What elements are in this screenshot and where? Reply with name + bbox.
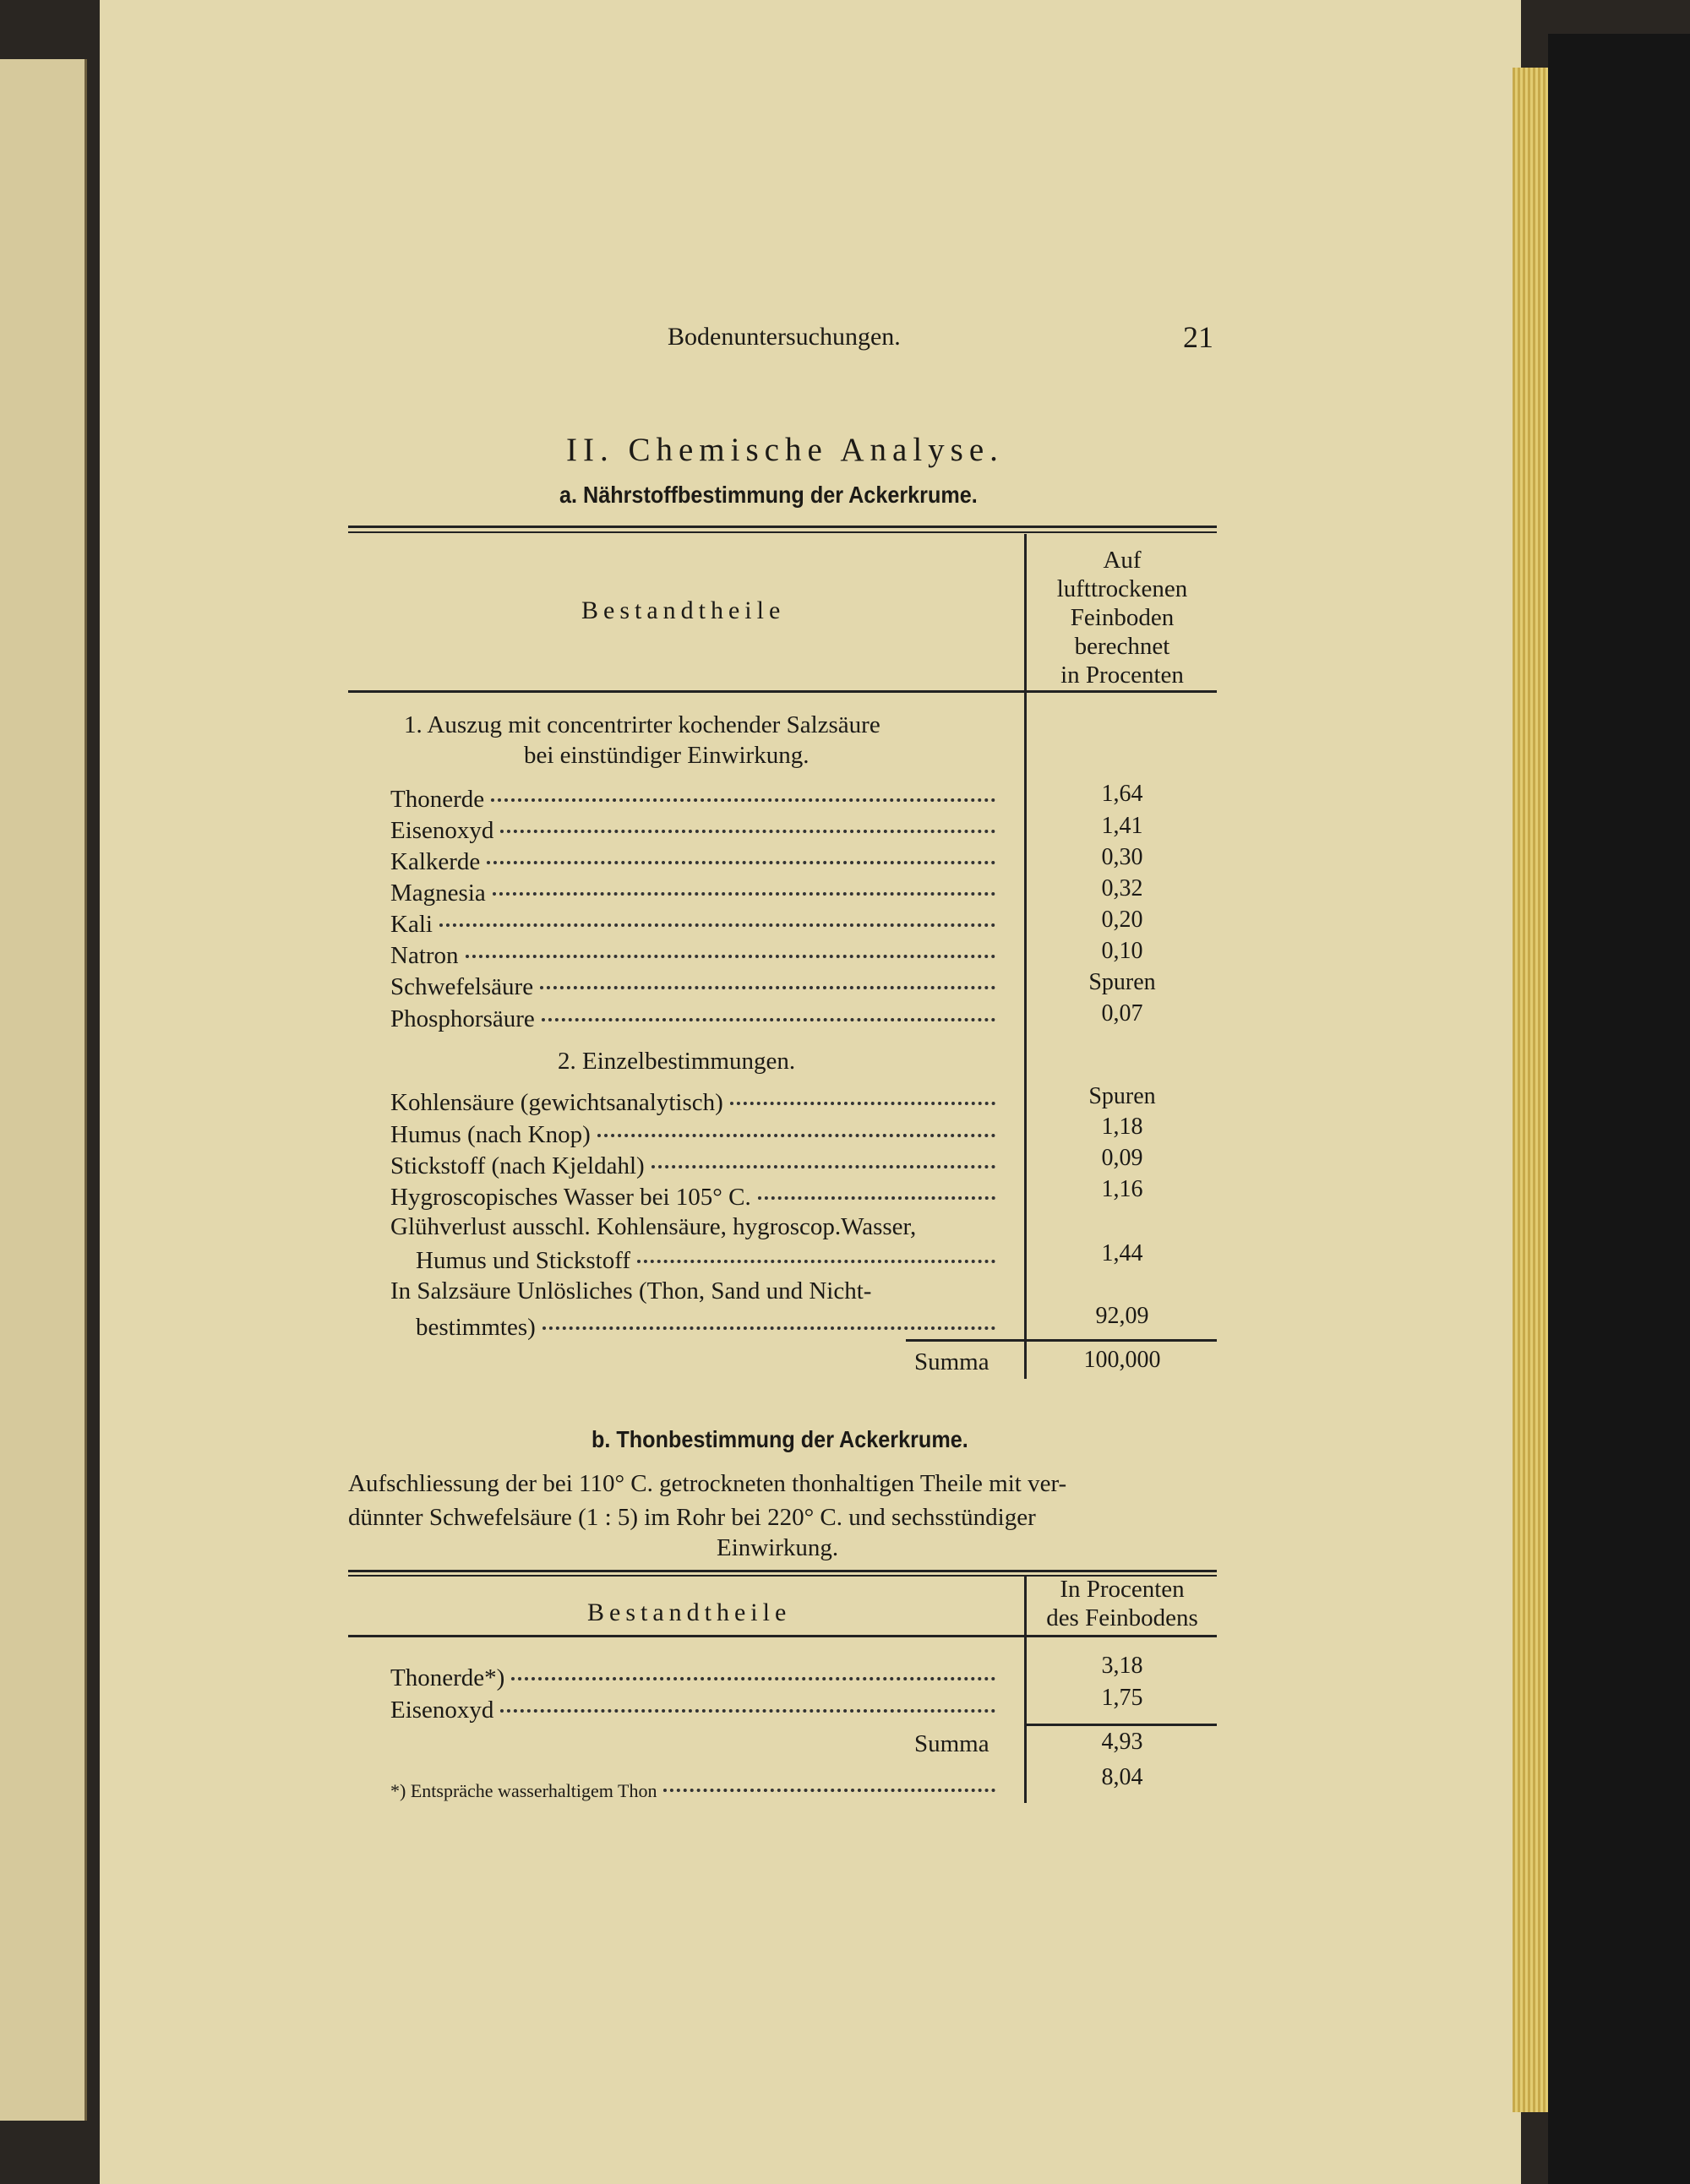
section-b-intro-line2: dünnter Schwefelsäure (1 : 5) im Rohr bei 220° C. und sechsstündiger	[348, 1504, 1036, 1531]
table-b-header-left: Bestandtheile	[587, 1599, 792, 1626]
table-b-summa-label: Summa	[914, 1730, 989, 1757]
table-b-summa-value: 4,93	[1101, 1729, 1143, 1755]
table-row: Humus und Stickstoff	[416, 1245, 999, 1276]
table-row: Phosphorsäure	[390, 1004, 999, 1034]
table-a-header-rule	[348, 690, 1217, 693]
table-row: Schwefelsäure	[390, 972, 999, 1002]
summa-label: Summa	[914, 1348, 989, 1375]
group1-title-line1: 1. Auszug mit concentrirter kochender Salzsäure	[404, 711, 880, 738]
section-b-title: b. Thonbestimmung der Ackerkrume.	[592, 1426, 968, 1452]
table-row: Eisenoxyd	[390, 1695, 999, 1725]
summa-value: 100,000	[1083, 1347, 1161, 1373]
table-row-value: 92,09	[1095, 1303, 1149, 1329]
group2-title: 2. Einzelbestimmungen.	[558, 1048, 796, 1075]
table-a-top-rule-2	[348, 531, 1217, 533]
table-row-value: Spuren	[1088, 1083, 1156, 1109]
table-row-value: Spuren	[1088, 969, 1156, 995]
gluhverlust-line1: Glühverlust ausschl. Kohlensäure, hygroscop.Wasser,	[390, 1213, 917, 1240]
table-row: Thonerde	[390, 784, 999, 814]
table-row: Hygroscopisches Wasser bei 105° C.	[390, 1182, 999, 1212]
table-row-value: 0,32	[1101, 875, 1143, 901]
table-row-value: 1,16	[1101, 1176, 1143, 1202]
table-row: bestimmtes)	[416, 1312, 999, 1343]
table-a-header-right: Auf lufttrockenen Feinboden berechnet in Procenten	[1056, 547, 1188, 689]
page-edges	[1513, 68, 1548, 2112]
insoluble-line1: In Salzsäure Unlösliches (Thon, Sand und Nicht-	[390, 1277, 872, 1304]
table-row: Magnesia	[390, 878, 999, 908]
table-row: Kohlensäure (gewichtsanalytisch)	[390, 1087, 999, 1118]
table-row-value: 1,18	[1101, 1114, 1143, 1140]
table-row-value: 0,30	[1101, 844, 1143, 870]
left-page-edge	[0, 59, 87, 2121]
table-row: Humus (nach Knop)	[390, 1119, 999, 1150]
section-b-intro-line1: Aufschliessung der bei 110° C. getrockneten thonhaltigen Theile mit ver-	[348, 1470, 1067, 1497]
table-row-value: 1,41	[1101, 813, 1143, 839]
table-row-value: 1,75	[1101, 1685, 1143, 1711]
table-row-value: 0,07	[1101, 1000, 1143, 1027]
table-row-value: 1,44	[1101, 1240, 1143, 1266]
table-b-top-rule	[348, 1570, 1217, 1572]
table-row-value: 1,64	[1101, 781, 1143, 807]
table-row: Thonerde*)	[390, 1663, 999, 1693]
group1-title-line2: bei einstündiger Einwirkung.	[524, 742, 810, 769]
table-row-value: 0,10	[1101, 938, 1143, 964]
table-row: Stickstoff (nach Kjeldahl)	[390, 1151, 999, 1181]
table-row-value: 0,20	[1101, 907, 1143, 933]
table-b-header-right: In Procenten des Feinbodens	[1046, 1576, 1198, 1631]
table-b-summa-rule	[1024, 1724, 1217, 1726]
book-cover	[1548, 34, 1690, 2184]
footnote-value: 8,04	[1101, 1764, 1143, 1790]
section-b-intro-line3: Einwirkung.	[717, 1534, 839, 1561]
table-row: Natron	[390, 940, 999, 971]
table-row: Kali	[390, 909, 999, 940]
section-title: II. Chemische Analyse.	[566, 432, 1004, 468]
running-head: Bodenuntersuchungen.	[668, 323, 901, 351]
table-row: Kalkerde	[390, 847, 999, 877]
table-row-value: 3,18	[1101, 1653, 1143, 1679]
table-a-header-left: Bestandtheile	[581, 596, 786, 624]
footnote: *) Entspräche wasserhaltigem Thon	[390, 1776, 999, 1806]
table-a-top-rule	[348, 526, 1217, 528]
table-row: Eisenoxyd	[390, 815, 999, 846]
table-row-value: 0,09	[1101, 1145, 1143, 1171]
table-b-header-rule	[348, 1635, 1217, 1637]
section-a-title: a. Nährstoffbestimmung der Ackerkrume.	[559, 482, 978, 508]
page-number: 21	[1183, 320, 1213, 354]
